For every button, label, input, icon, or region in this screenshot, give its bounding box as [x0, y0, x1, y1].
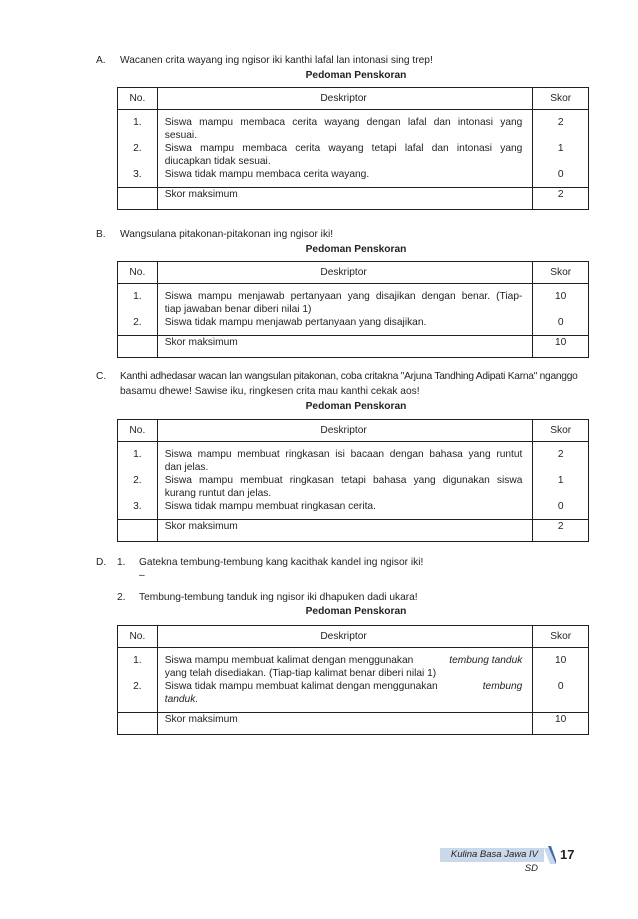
section-letter: B. [96, 229, 106, 240]
descriptor-text: diucapkan tidak sesuai. [164, 156, 271, 167]
row-score: 1 [557, 143, 564, 154]
row-score: 1 [557, 475, 564, 486]
table-header-row [118, 626, 589, 648]
row-number: 2. [133, 143, 142, 154]
header-deskriptor: Deskriptor [157, 626, 533, 648]
max-score-row [118, 713, 589, 735]
descriptor-text: Siswa mampu membuat ringkasan isi bacaan dengan bahasa yang runtut [164, 449, 523, 460]
row-number: 1. [133, 655, 142, 666]
max-score-row [118, 336, 589, 358]
rubric-table-d [117, 625, 589, 735]
row-number: 1. [133, 117, 142, 128]
table-row [118, 110, 589, 188]
max-score-value: 2 [533, 188, 589, 210]
rubric-table-c [117, 419, 589, 542]
sub-item-number: 1. [117, 557, 126, 568]
section-letter: D. [96, 557, 107, 568]
sub-item-dash: – [139, 570, 145, 581]
max-score-label: Skor maksimum [157, 336, 533, 358]
row-number: 3. [133, 169, 142, 180]
row-number: 1. [133, 449, 142, 460]
header-no: No. [118, 626, 158, 648]
header-deskriptor: Deskriptor [157, 262, 533, 284]
header-deskriptor: Deskriptor [157, 88, 533, 110]
header-no: No. [118, 88, 158, 110]
page-footer [440, 846, 590, 874]
section-letter: A. [96, 55, 106, 66]
descriptor-italic-term: tembung tanduk [449, 655, 523, 666]
header-skor: Skor [533, 420, 589, 442]
descriptor-italic-term: tanduk. [164, 694, 199, 705]
row-score: 0 [557, 501, 564, 512]
row-score: 10 [555, 655, 567, 666]
row-number: 2. [133, 475, 142, 486]
descriptor-text: Siswa mampu membaca cerita wayang tetapi lafal dan intonasi yang [164, 143, 523, 154]
descriptor-text: Siswa tidak mampu membuat ringkasan cerita. [164, 501, 376, 512]
pedoman-title: Pedoman Penskoran [305, 70, 407, 81]
header-no: No. [118, 262, 158, 284]
page-number: 17 [560, 847, 575, 862]
section-instruction: Wacanen crita wayang ing ngisor iki kanthi lafal lan intonasi sing trep! [120, 55, 433, 66]
descriptor-text: dan jelas. [164, 462, 209, 473]
table-row [118, 648, 589, 713]
max-score-label: Skor maksimum [157, 188, 533, 210]
row-score: 2 [557, 117, 564, 128]
table-header-row [118, 262, 589, 284]
descriptor-text: Siswa mampu membuat kalimat dengan menggunakan [164, 655, 417, 666]
section-instruction: basamu dhewe! Sawise iku, ringkesen crita mau kanthi cekak aos! [120, 386, 420, 397]
row-score: 10 [555, 291, 567, 302]
max-score-value: 10 [533, 713, 589, 735]
pedoman-title: Pedoman Penskoran [305, 401, 407, 412]
descriptor-text: kurang runtut dan jelas. [164, 488, 272, 499]
sub-item-number: 2. [117, 592, 126, 603]
descriptor-text: tiap jawaban benar diberi nilai 1) [164, 304, 312, 315]
table-row [118, 284, 589, 336]
descriptor-text: Siswa tidak mampu membuat kalimat dengan menggunakan [164, 681, 441, 692]
sub-item-text: Tembung-tembung tanduk ing ngisor iki dhapuken dadi ukara! [139, 592, 418, 603]
row-number: 1. [133, 291, 142, 302]
descriptor-text: Siswa mampu menjawab pertanyaan yang disajikan dengan benar. (Tiap- [164, 291, 523, 302]
row-score: 0 [557, 317, 564, 328]
header-skor: Skor [533, 88, 589, 110]
max-score-row [118, 188, 589, 210]
table-header-row [118, 88, 589, 110]
max-score-label: Skor maksimum [157, 520, 533, 542]
section-letter: C. [96, 371, 107, 382]
book-title: Kulina Basa Jawa IV SD [440, 848, 544, 862]
sub-item-text: Gatekna tembung-tembung kang kacithak kandel ing ngisor iki! [139, 557, 424, 568]
max-score-value: 10 [533, 336, 589, 358]
max-score-value: 2 [533, 520, 589, 542]
descriptor-text: Siswa mampu membuat ringkasan tetapi bahasa yang digunakan siswa [164, 475, 523, 486]
header-skor: Skor [533, 626, 589, 648]
header-skor: Skor [533, 262, 589, 284]
descriptor-text: Siswa tidak mampu menjawab pertanyaan yang disajikan. [164, 317, 427, 328]
pedoman-title: Pedoman Penskoran [305, 244, 407, 255]
descriptor-italic-term: tembung [482, 681, 523, 692]
row-number: 3. [133, 501, 142, 512]
descriptor-text: sesuai. [164, 130, 198, 141]
section-instruction: Wangsulana pitakonan-pitakonan ing ngisor iki! [120, 229, 334, 240]
descriptor-text: yang telah disediakan. (Tiap-tiap kalimat benar diberi nilai 1) [164, 668, 437, 679]
table-header-row [118, 420, 589, 442]
header-deskriptor: Deskriptor [157, 420, 533, 442]
header-no: No. [118, 420, 158, 442]
row-number: 2. [133, 681, 142, 692]
pedoman-title: Pedoman Penskoran [305, 606, 407, 617]
section-instruction: Kanthi adhedasar wacan lan wangsulan pitakonan, coba critakna "Arjuna Tandhing Adipati Karna" nganggo [120, 371, 578, 382]
row-score: 0 [557, 169, 564, 180]
footer-tab-shape [544, 846, 556, 864]
rubric-table-b [117, 261, 589, 358]
row-score: 2 [557, 449, 564, 460]
rubric-table-a [117, 87, 589, 210]
max-score-row [118, 520, 589, 542]
table-row [118, 442, 589, 520]
row-score: 0 [557, 681, 564, 692]
descriptor-text: Siswa tidak mampu membaca cerita wayang. [164, 169, 370, 180]
row-number: 2. [133, 317, 142, 328]
descriptor-text: Siswa mampu membaca cerita wayang dengan lafal dan intonasi yang [164, 117, 523, 128]
max-score-label: Skor maksimum [157, 713, 533, 735]
